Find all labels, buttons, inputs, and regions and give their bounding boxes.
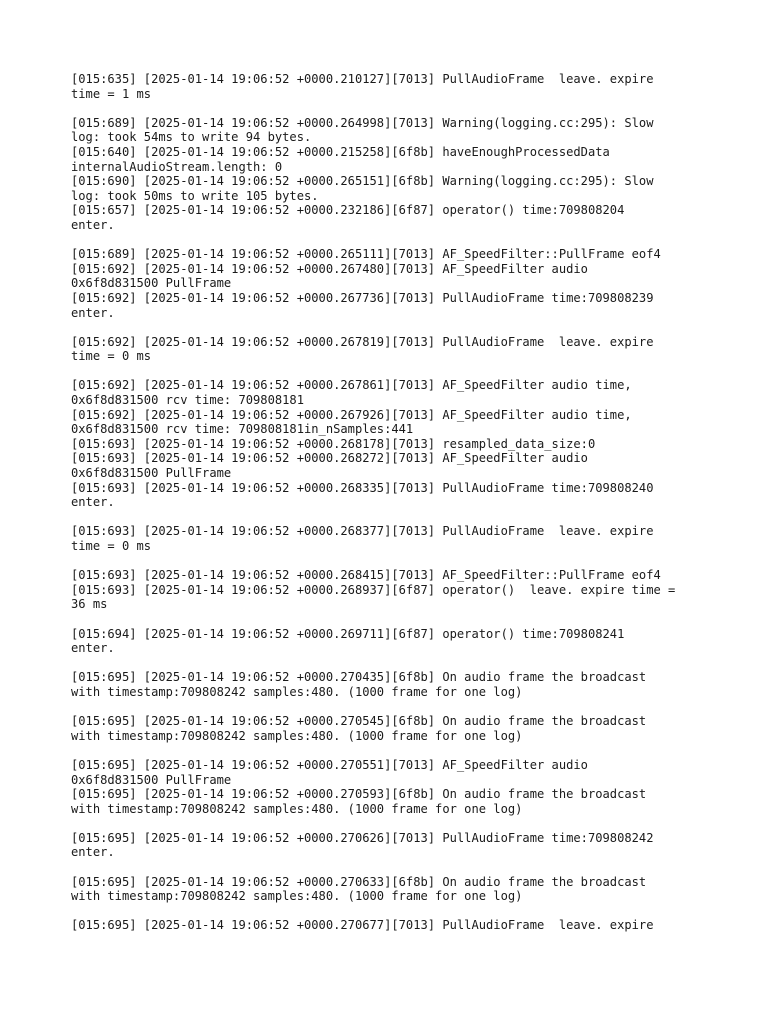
log-text [71,72,711,933]
log-entry: [015:635] [2025-01-14 19:06:52 +0000.210127][7013] PullAudioFrame leave. expire time = 1 ms [71,72,654,101]
block-gap [71,510,711,525]
log-entry: [015:695] [2025-01-14 19:06:52 +0000.270551][7013] AF_SpeedFilter audio 0x6f8d831500 PullFrame [71,757,588,787]
block-gap [71,612,711,627]
log-entry: [015:640] [2025-01-14 19:06:52 +0000.215258][6f8b] haveEnoughProcessedData internalAudioStream.length: 0 [71,144,610,174]
log-entry: [015:693] [2025-01-14 19:06:52 +0000.268178][7013] resampled_data_size:0 [71,436,596,451]
log-entry: [015:689] [2025-01-14 19:06:52 +0000.265111][7013] AF_SpeedFilter::PullFrame eof4 [71,247,661,262]
block-gap [71,743,711,758]
block-gap [71,700,711,715]
block-gap [71,656,711,671]
log-entry: [015:693] [2025-01-14 19:06:52 +0000.268415][7013] AF_SpeedFilter::PullFrame eof4 [71,568,661,583]
block-gap [71,101,711,116]
block-gap [71,816,711,831]
log-entry: [015:693] [2025-01-14 19:06:52 +0000.268377][7013] PullAudioFrame leave. expire time = 0 ms [71,524,654,553]
log-entry: [015:693] [2025-01-14 19:06:52 +0000.268272][7013] AF_SpeedFilter audio 0x6f8d831500 PullFrame [71,451,588,481]
block-gap [71,554,711,569]
log-entry: [015:695] [2025-01-14 19:06:52 +0000.270435][6f8b] On audio frame the broadcast with timestamp:709808242 samples:480. (1000 frame for one log) [71,670,647,699]
log-entry: [015:695] [2025-01-14 19:06:52 +0000.270593][6f8b] On audio frame the broadcast with timestamp:709808242 samples:480. (1000 frame for one log) [71,787,647,816]
log-entry: [015:695] [2025-01-14 19:06:52 +0000.270677][7013] PullAudioFrame leave. expire [71,918,654,933]
log-entry: [015:657] [2025-01-14 19:06:52 +0000.232186][6f87] operator() time:709808204 enter. [71,203,625,232]
log-entry: [015:692] [2025-01-14 19:06:52 +0000.267480][7013] AF_SpeedFilter audio 0x6f8d831500 PullFrame [71,261,588,291]
log-entry: [015:692] [2025-01-14 19:06:52 +0000.267819][7013] PullAudioFrame leave. expire time = 0 ms [71,334,654,364]
block-gap [71,904,711,919]
log-entry: [015:695] [2025-01-14 19:06:52 +0000.270545][6f8b] On audio frame the broadcast with timestamp:709808242 samples:480. (1000 frame for one log) [71,714,647,743]
log-entry: [015:695] [2025-01-14 19:06:52 +0000.270633][6f8b] On audio frame the broadcast with timestamp:709808242 samples:480. (1000 frame for one log) [71,874,647,904]
log-entry: [015:689] [2025-01-14 19:06:52 +0000.264998][7013] Warning(logging.cc:295): Slow log: took 54ms to write 94 bytes. [71,115,654,145]
log-entry: [015:692] [2025-01-14 19:06:52 +0000.267926][7013] AF_SpeedFilter audio time, 0x6f8d831500 rcv time: 709808181in_nSamples:441 [71,407,632,437]
log-entry: [015:695] [2025-01-14 19:06:52 +0000.270626][7013] PullAudioFrame time:709808242 enter. [71,830,654,860]
log-entry: [015:690] [2025-01-14 19:06:52 +0000.265151][6f8b] Warning(logging.cc:295): Slow log: took 50ms to write 105 bytes. [71,174,654,203]
log-entry: [015:692] [2025-01-14 19:06:52 +0000.267861][7013] AF_SpeedFilter audio time, 0x6f8d831500 rcv time: 709808181 [71,378,632,408]
block-gap [71,233,711,248]
block-gap [71,320,711,335]
block-gap [71,364,711,379]
log-entry: [015:692] [2025-01-14 19:06:52 +0000.267736][7013] PullAudioFrame time:709808239 enter. [71,290,654,320]
log-entry: [015:693] [2025-01-14 19:06:52 +0000.268937][6f87] operator() leave. expire time = 36 ms [71,582,676,612]
block-gap [71,860,711,875]
log-entry: [015:693] [2025-01-14 19:06:52 +0000.268335][7013] PullAudioFrame time:709808240 enter. [71,480,654,510]
log-entry: [015:694] [2025-01-14 19:06:52 +0000.269711][6f87] operator() time:709808241 enter. [71,626,625,656]
